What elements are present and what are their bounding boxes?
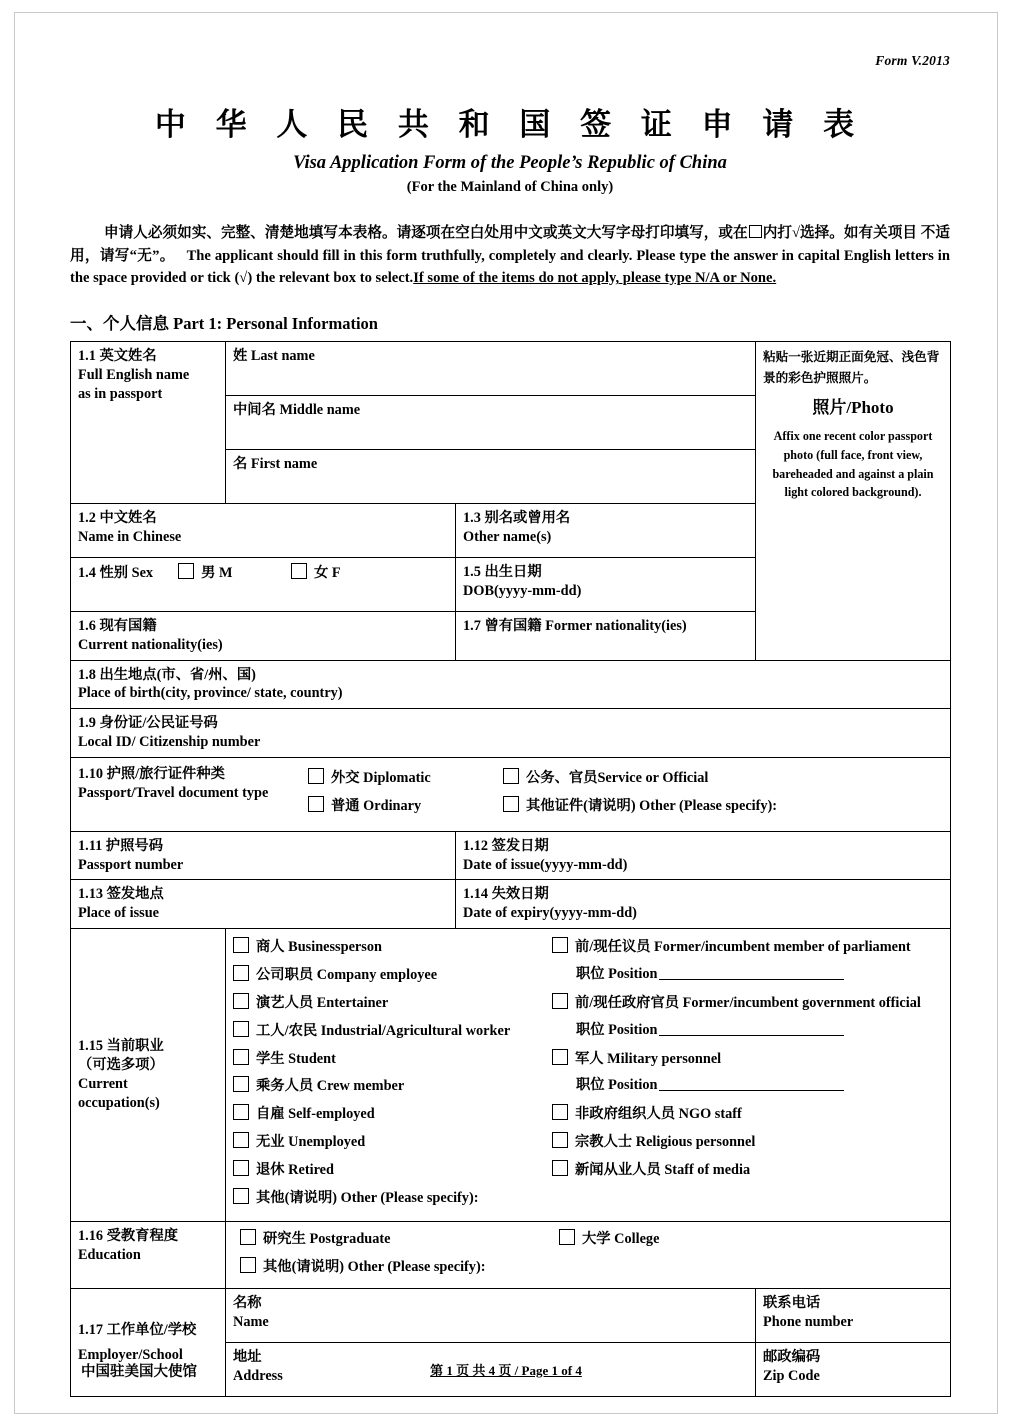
label-1-5-en: DOB(yyyy-mm-dd) — [463, 582, 582, 599]
checkbox-icon[interactable] — [240, 1229, 256, 1245]
photo-instruction-en-4: light colored background). — [784, 485, 922, 500]
label-sex-male: 男 M — [201, 564, 233, 581]
instructions-line-1: 申请人必须如实、完整、清楚地填写本表格。请逐项在空白处用中文或英文大写字母打印填写，或在 — [104, 225, 748, 241]
label-first-name: 名 First name — [233, 455, 318, 472]
row-full-english-name — [71, 341, 951, 395]
education-column-left — [226, 1222, 549, 1289]
label-occupation: 退休 Retired — [256, 1162, 334, 1179]
label-position: 职位 Position — [576, 1077, 658, 1094]
label-1-1-en1: Full English name — [78, 366, 190, 383]
checkbox-occupation-self-employed[interactable] — [233, 1104, 538, 1124]
field-date-of-birth[interactable] — [456, 557, 756, 611]
field-current-nationality[interactable] — [71, 611, 456, 660]
checkbox-icon[interactable] — [552, 1049, 568, 1065]
label-occupation: 非政府组织人员 NGO staff — [575, 1106, 742, 1123]
checkbox-icon[interactable] — [233, 1104, 249, 1120]
field-last-name[interactable] — [226, 341, 756, 395]
label-employer-address-en: Address — [233, 1368, 283, 1385]
page-footer — [70, 1360, 942, 1379]
label-1-3-cn: 1.3 别名或曾用名 — [463, 509, 571, 526]
checkbox-occupation-media-staff[interactable] — [552, 1160, 943, 1180]
label-occupation: 乘务人员 Crew member — [256, 1078, 405, 1095]
instructions-line-4: letters in the space provided or tick (√) the relevant box to select. — [70, 247, 950, 287]
label-education: 研究生 Postgraduate — [263, 1230, 391, 1247]
label-1-8-cn: 1.8 出生地点(市、省/州、国) — [78, 666, 256, 683]
label-1-15-en1: Current — [78, 1075, 128, 1092]
field-place-of-issue[interactable] — [71, 880, 456, 929]
field-local-id[interactable] — [71, 709, 951, 758]
instructions-line-2: 不适用，请写“无”。 — [70, 225, 950, 264]
education-layout — [226, 1222, 950, 1289]
checkbox-icon[interactable] — [552, 937, 568, 953]
checkbox-icon[interactable] — [291, 563, 307, 579]
label-occupation: 前/现任议员 Former/incumbent member of parliament — [575, 939, 911, 956]
label-1-3-en: Other name(s) — [463, 528, 552, 545]
checkbox-occupation-unemployed[interactable] — [233, 1132, 538, 1152]
label-1-1-en2: as in passport — [78, 385, 163, 402]
checkbox-occupation-religious-personnel[interactable] — [552, 1132, 943, 1152]
checkbox-occupation-ngo-staff[interactable] — [552, 1104, 943, 1124]
label-occupation: 公司职员 Company employee — [256, 967, 438, 983]
checkbox-icon[interactable] — [559, 1229, 575, 1245]
passport-type-row — [78, 763, 943, 826]
photo-instruction-en-1: Affix one recent color passport — [773, 429, 933, 444]
label-employer-zip-cn: 邮政编码 — [763, 1349, 821, 1366]
photo-affix-box — [756, 341, 951, 660]
field-position-parliament[interactable] — [576, 965, 943, 984]
checkbox-occupation-parliament-member[interactable] — [552, 937, 943, 957]
label-1-11-en: Passport number — [78, 856, 184, 873]
checkbox-occupation-businessperson[interactable] — [233, 937, 538, 957]
photo-instruction-en-3: bareheaded and against a plain — [772, 466, 934, 481]
field-middle-name[interactable] — [226, 395, 756, 449]
label-last-name: 姓 Last name — [233, 347, 315, 364]
checkbox-icon[interactable] — [503, 796, 519, 812]
row-current-occupation — [71, 929, 951, 1222]
label-education: 其他(请说明) Other (Please specify): — [263, 1258, 486, 1275]
label-1-10-cn: 1.10 护照/旅行证件种类 — [78, 765, 225, 782]
label-1-17-cn: 1.17 工作单位/学校 — [78, 1322, 197, 1339]
label-1-1-cn: 1.1 英文姓名 — [78, 347, 157, 364]
label-service-official: 公务、官员Service or Official — [526, 769, 709, 786]
checkbox-occupation-retired[interactable] — [233, 1160, 538, 1180]
write-in-line[interactable] — [659, 967, 844, 980]
education-column-right — [549, 1222, 950, 1289]
personal-information-table — [70, 341, 951, 1398]
row-place-of-issue-expiry — [71, 880, 951, 929]
label-1-15-cn2: （可选多项） — [78, 1057, 164, 1074]
label-1-16-en: Education — [78, 1246, 141, 1263]
instructions-line-4-underlined: If some of the items do not apply, please type N/A or None. — [413, 270, 777, 287]
label-occupation: 商人 Businessperson — [256, 939, 382, 956]
checkbox-occupation-military[interactable] — [552, 1049, 943, 1069]
label-ordinary: 普通 Ordinary — [331, 797, 422, 814]
checkbox-diplomatic[interactable] — [308, 768, 503, 788]
checkbox-sex-male[interactable] — [178, 565, 232, 581]
checkbox-icon[interactable] — [552, 993, 568, 1009]
label-occupation: 工人/农民 Industrial/Agricultural worker — [256, 1022, 511, 1039]
label-1-13-en: Place of issue — [78, 905, 159, 922]
checkbox-occupation-entertainer[interactable] — [233, 993, 538, 1013]
cell-1-16-label — [71, 1221, 226, 1289]
label-1-9-cn: 1.9 身份证/公民证号码 — [78, 715, 218, 732]
education-options-cell — [226, 1221, 951, 1289]
checkbox-sex-female[interactable] — [291, 565, 341, 581]
checkbox-icon[interactable] — [233, 1132, 249, 1148]
checkbox-icon[interactable] — [552, 1160, 568, 1176]
label-1-7: 1.7 曾有国籍 Former nationality(ies) — [463, 617, 687, 634]
label-occupation: 自雇 Self-employed — [256, 1106, 375, 1123]
label-1-15-en2: occupation(s) — [78, 1094, 160, 1111]
label-occupation: 其他(请说明) Other (Please specify): — [256, 1189, 479, 1206]
form-version: Form V.2013 — [875, 53, 950, 68]
field-passport-number[interactable] — [71, 831, 456, 880]
field-employer-name[interactable] — [226, 1289, 756, 1343]
title-chinese: 中 华 人 民 共 和 国 签 证 申 请 表 — [154, 107, 866, 142]
label-1-12-en: Date of issue(yyyy-mm-dd) — [463, 856, 628, 873]
field-date-of-expiry[interactable] — [456, 880, 951, 929]
field-date-of-issue[interactable] — [456, 831, 951, 880]
field-position-military[interactable] — [576, 1076, 943, 1095]
checkbox-occupation-industrial-agricultural-worker[interactable] — [233, 1021, 538, 1041]
checkbox-education-postgraduate[interactable] — [240, 1229, 545, 1249]
label-sex-female: 女 F — [314, 564, 341, 581]
label-1-14-cn: 1.14 失效日期 — [463, 886, 549, 903]
page-content — [70, 53, 950, 1397]
checkbox-occupation-student[interactable] — [233, 1049, 538, 1069]
checkbox-icon[interactable] — [233, 937, 249, 953]
label-1-4: 1.4 性别 Sex — [78, 564, 154, 581]
checkbox-ordinary[interactable] — [308, 796, 503, 816]
checkbox-icon[interactable] — [552, 1104, 568, 1120]
write-in-line[interactable] — [659, 1023, 844, 1036]
label-occupation: 学生 Student — [256, 1050, 336, 1067]
cell-1-1-label — [71, 341, 226, 503]
label-1-15-cn1: 1.15 当前职业 — [78, 1038, 164, 1055]
field-first-name[interactable] — [226, 449, 756, 503]
title-subtitle: (For the Mainland of China only) — [406, 179, 614, 195]
photo-instruction-cn-1: 粘贴一张近期正面免冠、浅色背 — [763, 349, 940, 364]
row-passport-number-issue — [71, 831, 951, 880]
instructions-block — [70, 222, 950, 290]
label-employer-zip-en: Zip Code — [763, 1368, 820, 1385]
checkbox-icon[interactable] — [552, 1132, 568, 1148]
label-other-document: 其他证件(请说明) Other (Please specify): — [526, 797, 778, 814]
passport-type-options-right — [503, 763, 943, 826]
field-employer-phone[interactable] — [756, 1289, 951, 1343]
label-1-2-cn: 1.2 中文姓名 — [78, 509, 157, 526]
checkbox-icon[interactable] — [233, 1160, 249, 1176]
passport-type-layout — [78, 763, 943, 826]
label-1-9-en: Local ID/ Citizenship number — [78, 734, 261, 751]
field-passport-type — [71, 757, 951, 831]
occupation-column-right — [545, 929, 950, 1221]
label-employer-name-cn: 名称 — [233, 1295, 262, 1312]
title-english: Visa Application Form of the People’s Republic of China — [293, 153, 727, 173]
checkbox-other-document[interactable] — [503, 796, 943, 816]
label-employer-phone-cn: 联系电话 — [763, 1295, 821, 1312]
label-1-17-en: Employer/School — [78, 1346, 183, 1363]
photo-instruction-cn-2: 景的彩色护照照片。 — [763, 371, 877, 386]
checkbox-icon[interactable] — [178, 563, 194, 579]
label-1-10-en: Passport/Travel document type — [78, 784, 269, 801]
checkbox-occupation-company-employee[interactable] — [233, 965, 538, 985]
label-1-5-cn: 1.5 出生日期 — [463, 563, 542, 580]
label-1-6-en: Current nationality(ies) — [78, 636, 223, 653]
tick-box-icon — [749, 225, 762, 238]
label-1-14-en: Date of expiry(yyyy-mm-dd) — [463, 905, 637, 922]
checkbox-icon[interactable] — [308, 796, 324, 812]
cell-1-15-label — [71, 929, 226, 1222]
photo-heading: 照片/Photo — [812, 397, 894, 417]
occupation-columns — [226, 929, 950, 1221]
label-occupation: 军人 Military personnel — [575, 1050, 722, 1067]
checkbox-icon[interactable] — [233, 993, 249, 1009]
checkbox-occupation-government-official[interactable] — [552, 993, 943, 1013]
label-occupation: 新闻从业人员 Staff of media — [575, 1162, 751, 1179]
row-passport-type — [71, 757, 951, 831]
row-employer-school — [71, 1289, 951, 1343]
field-place-of-birth[interactable] — [71, 660, 951, 709]
label-1-12-cn: 1.12 签发日期 — [463, 837, 549, 854]
checkbox-occupation-other[interactable] — [233, 1188, 538, 1208]
label-occupation: 无业 Unemployed — [256, 1134, 366, 1151]
label-occupation: 前/现任政府官员 Former/incumbent government official — [575, 994, 921, 1011]
checkbox-icon[interactable] — [308, 768, 324, 784]
label-middle-name: 中间名 Middle name — [233, 401, 361, 418]
checkbox-icon[interactable] — [233, 965, 249, 981]
checkbox-icon[interactable] — [233, 1076, 249, 1092]
field-other-names[interactable] — [456, 503, 756, 557]
checkbox-occupation-crew-member[interactable] — [233, 1076, 538, 1096]
checkbox-icon[interactable] — [233, 1049, 249, 1065]
passport-type-options-left — [308, 763, 503, 826]
occupation-layout — [226, 929, 950, 1221]
photo-instruction-en-2: photo (full face, front view, — [783, 447, 923, 462]
checkbox-icon[interactable] — [233, 1188, 249, 1204]
label-employer-address-cn: 地址 — [233, 1349, 262, 1366]
row-education — [71, 1221, 951, 1289]
field-position-government[interactable] — [576, 1021, 943, 1040]
field-sex[interactable] — [71, 557, 456, 611]
checkbox-education-college[interactable] — [559, 1229, 946, 1249]
footer-embassy: 中国驻美国大使馆 — [81, 1364, 197, 1380]
section-1-heading: 一、个人信息 Part 1: Personal Information — [70, 313, 378, 333]
field-name-in-chinese[interactable] — [71, 503, 456, 557]
checkbox-education-other[interactable] — [240, 1257, 545, 1277]
checkbox-icon[interactable] — [240, 1257, 256, 1273]
label-1-13-cn: 1.13 签发地点 — [78, 886, 164, 903]
write-in-line[interactable] — [659, 1078, 844, 1091]
field-former-nationality[interactable] — [456, 611, 756, 660]
label-1-11-cn: 1.11 护照号码 — [78, 837, 163, 854]
label-position: 职位 Position — [576, 1021, 658, 1038]
row-place-of-birth — [71, 660, 951, 709]
paper-sheet — [14, 12, 998, 1414]
instructions-line-3: The applicant should fill in this form truthfully, completely and clearly. Please type the answer in capital English — [186, 247, 891, 264]
checkbox-icon[interactable] — [233, 1021, 249, 1037]
label-1-8-en: Place of birth(city, province/ state, country) — [78, 685, 343, 702]
checkbox-icon[interactable] — [503, 768, 519, 784]
instructions-line-1b: 内打√选择。如有关项目 — [762, 225, 918, 241]
occupation-column-left — [226, 929, 545, 1221]
label-occupation: 演艺人员 Entertainer — [256, 994, 389, 1011]
label-1-2-en: Name in Chinese — [78, 528, 182, 545]
occupation-options-cell — [226, 929, 951, 1222]
label-education: 大学 College — [582, 1230, 660, 1247]
label-diplomatic: 外交 Diplomatic — [331, 769, 431, 786]
label-1-16-cn: 1.16 受教育程度 — [78, 1227, 179, 1244]
checkbox-service-official[interactable] — [503, 768, 943, 788]
label-position: 职位 Position — [576, 966, 658, 982]
passport-type-label — [78, 763, 308, 826]
row-local-id — [71, 709, 951, 758]
label-occupation: 宗教人士 Religious personnel — [575, 1134, 756, 1151]
footer-page-number: 第 1 页 共 4 页 / Page 1 of 4 — [430, 1363, 582, 1378]
label-employer-name-en: Name — [233, 1314, 269, 1331]
label-1-6-cn: 1.6 现有国籍 — [78, 617, 157, 634]
education-row — [226, 1222, 950, 1289]
label-employer-phone-en: Phone number — [763, 1314, 854, 1331]
